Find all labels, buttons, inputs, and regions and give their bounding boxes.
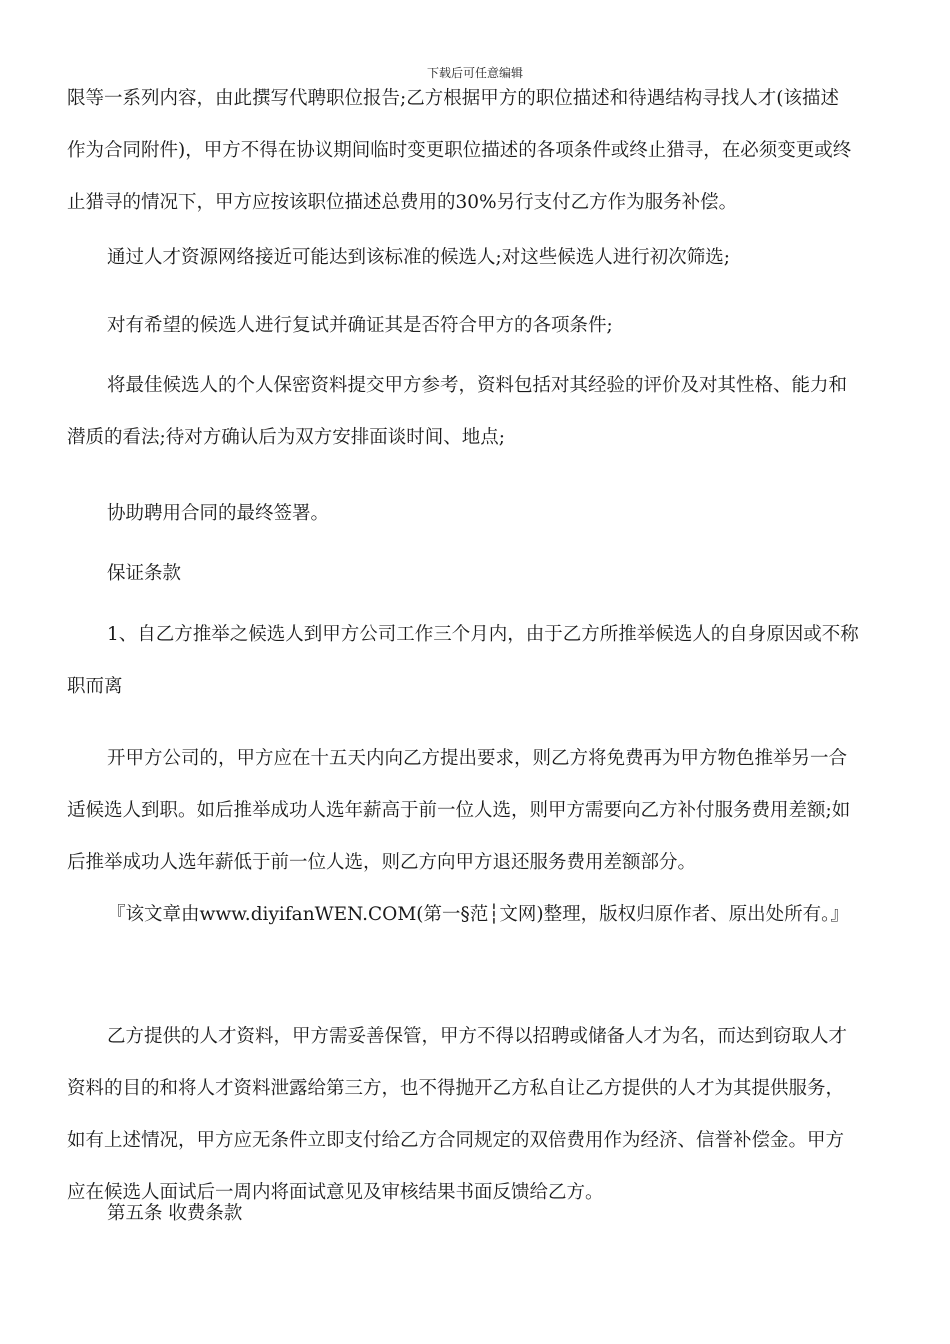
paragraph-line: 乙方提供的人才资料，甲方需妥善保管，甲方不得以招聘或储备人才为名，而达到窃取人才: [107, 1026, 848, 1047]
paragraph-line: 作为合同附件)，甲方不得在协议期间临时变更职位描述的各项条件或终止猎寻，在必须变更或终: [67, 140, 852, 161]
paragraph-line: 限等一系列内容，由此撰写代聘职位报告;乙方根据甲方的职位描述和待遇结构寻找人才(该描述: [67, 88, 839, 109]
paragraph: [67, 232, 887, 284]
paragraph-line: 1、自乙方推举之候选人到甲方公司工作三个月内，由于乙方所推举候选人的自身原因或不称: [107, 624, 859, 645]
paragraph: [67, 609, 887, 713]
paragraph: [67, 73, 887, 229]
paragraph-line: 应在候选人面试后一周内将面试意见及审核结果书面反馈给乙方。: [67, 1182, 604, 1203]
paragraph-line: 适候选人到职。如后推举成功人选年薪高于前一位人选，则甲方需要向乙方补付服务费用差额;如: [67, 800, 851, 821]
paragraph-line: 开甲方公司的，甲方应在十五天内向乙方提出要求，则乙方将免费再为甲方物色推举另一合: [107, 748, 848, 769]
paragraph-line: 保证条款: [107, 563, 182, 584]
paragraph: [67, 889, 887, 941]
paragraph-line: 将最佳候选人的个人保密资料提交甲方参考，资料包括对其经验的评价及对其性格、能力和: [107, 375, 848, 396]
paragraph: [67, 360, 887, 464]
paragraph: [67, 733, 887, 889]
paragraph-line: 潜质的看法;待对方确认后为双方安排面谈时间、地点;: [67, 427, 505, 448]
paragraph: [67, 300, 887, 352]
paragraph-line: 如有上述情况，甲方应无条件立即支付给乙方合同规定的双倍费用作为经济、信誉补偿金。甲方: [67, 1130, 845, 1151]
paragraph: [67, 488, 887, 540]
paragraph-line: 职而离: [67, 676, 123, 697]
paragraph: [67, 1188, 887, 1240]
paragraph-line: 『该文章由www.diyifanWEN.COM(第一§范┆文网)整理，版权归原作者、原出处所有。』: [107, 904, 849, 925]
paragraph: [67, 548, 887, 600]
paragraph-line: 止猎寻的情况下，甲方应按该职位描述总费用的30%另行支付乙方作为服务补偿。: [67, 192, 738, 213]
paragraph-line: 协助聘用合同的最终签署。: [107, 503, 330, 524]
paragraph-line: 第五条 收费条款: [107, 1203, 243, 1224]
paragraph-line: 通过人才资源网络接近可能达到该标准的候选人;对这些候选人进行初次筛选;: [107, 247, 730, 268]
paragraph-line: 对有希望的候选人进行复试并确证其是否符合甲方的各项条件;: [107, 315, 613, 336]
header-note: 下载后可任意编辑: [426, 66, 523, 80]
paragraph-line: 资料的目的和将人才资料泄露给第三方，也不得抛开乙方私自让乙方提供的人才为其提供服务，: [67, 1078, 845, 1099]
paragraph-line: 后推举成功人选年薪低于前一位人选，则乙方向甲方退还服务费用差额部分。: [67, 852, 697, 873]
